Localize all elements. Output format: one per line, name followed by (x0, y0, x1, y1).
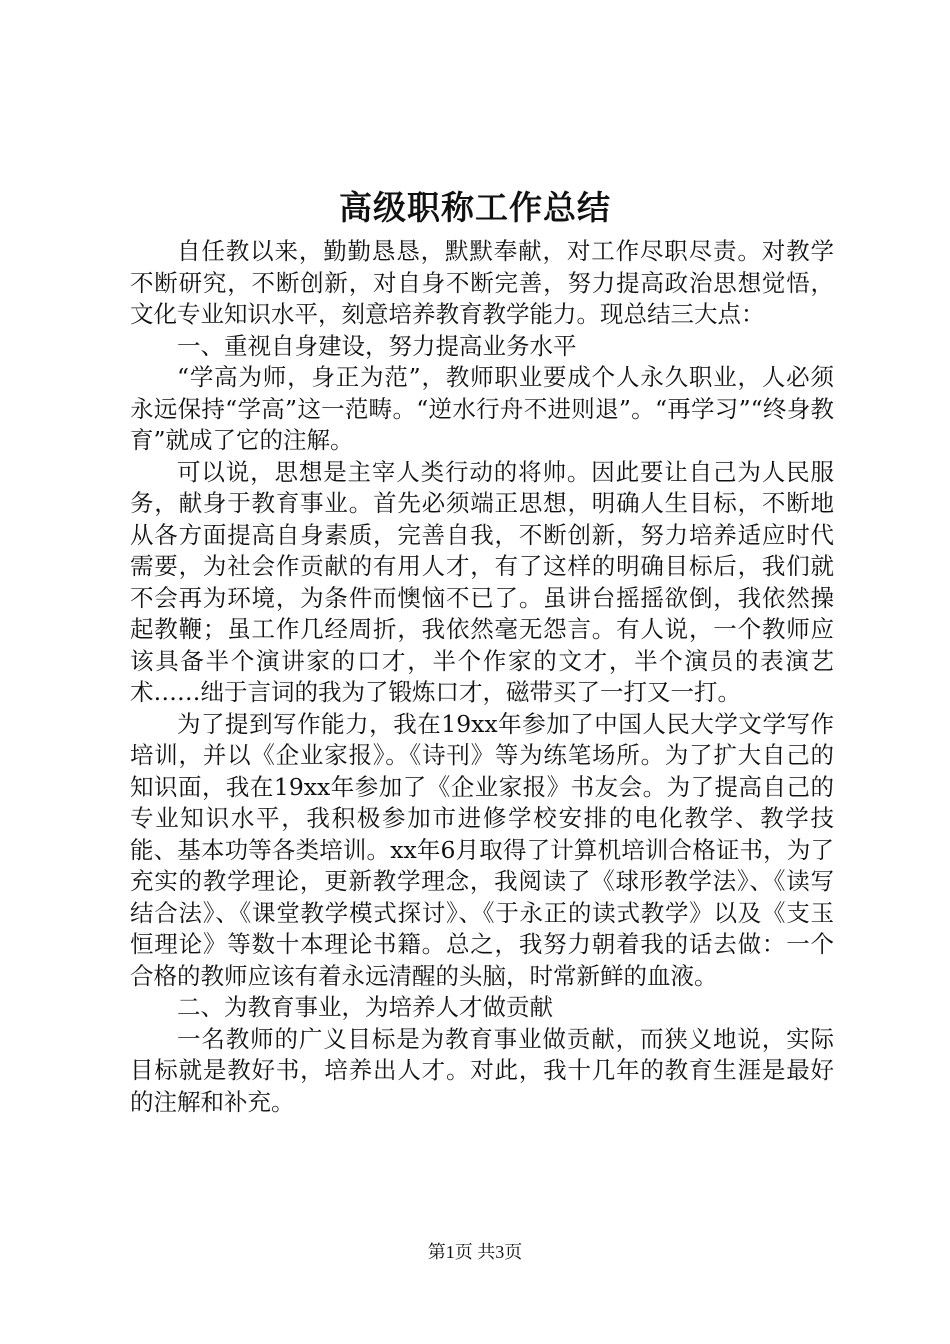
body-paragraph: 为了提到写作能力，我在19xx年参加了中国人民大学文学写作培训，并以《企业家报》。《诗刊》等为练笔场所。为了扩大自己的知识面，我在19xx年参加了《企业家报》书友会。为了提高自己的专业知识水平，我积极参加市进修学校安排的电化教学、教学技能、基本功等各类培训。xx年6月取得了计算机培训合格证书，为了充实的教学理论，更新教学理念，我阅读了《球形教学法》、《读写结合法》、《课堂教学模式探讨》、《于永正的读式教学》以及《支玉恒理论》等数十本理论书籍。总之，我努力朝着我的话去做：一个合格的教师应该有着永远清醒的头脑，时常新鲜的血液。 (130, 709, 834, 990)
page-number-footer: 第1页 共3页 (427, 1242, 523, 1262)
body-paragraph: 可以说，思想是主宰人类行动的将帅。因此要让自己为人民服务，献身于教育事业。首先必须端正思想，明确人生目标，不断地从各方面提高自身素质，完善自我，不断创新，努力培养适应时代需要，为社会作贡献的有用人才，有了这样的明确目标后，我们就不会再为环境，为条件而懊恼不已了。虽讲台摇摇欲倒，我依然操起教鞭；虽工作几经周折，我依然毫无怨言。有人说，一个教师应该具备半个演讲家的口才，半个作家的文才，半个演员的表演艺术……绌于言词的我为了锻炼口才，磁带买了一打又一打。 (130, 457, 834, 706)
document-title: 高级职称工作总结 (339, 188, 611, 227)
section-heading-2: 二、为教育事业，为培养人才做贡献 (177, 993, 553, 1021)
intro-paragraph: 自任教以来，勤勤恳恳，默默奉献，对工作尽职尽责。对教学不断研究，不断创新，对自身不断完善，努力提高政治思想觉悟，文化专业知识水平，刻意培养教育教学能力。现总结三大点： (130, 237, 834, 328)
body-paragraph: “学高为师，身正为范”，教师职业要成个人永久职业，人必须永远保持“学高”这一范畴。“逆水行舟不进则退”。“再学习”“终身教育”就成了它的注解。 (130, 363, 834, 454)
section-heading-1: 一、重视自身建设，努力提高业务水平 (177, 331, 577, 360)
document-body (130, 236, 834, 1118)
body-paragraph: 一名教师的广义目标是为教育事业做贡献，而狭义地说，实际目标就是教好书，培养出人才。对此，我十几年的教育生涯是最好的注解和补充。 (130, 1024, 834, 1116)
